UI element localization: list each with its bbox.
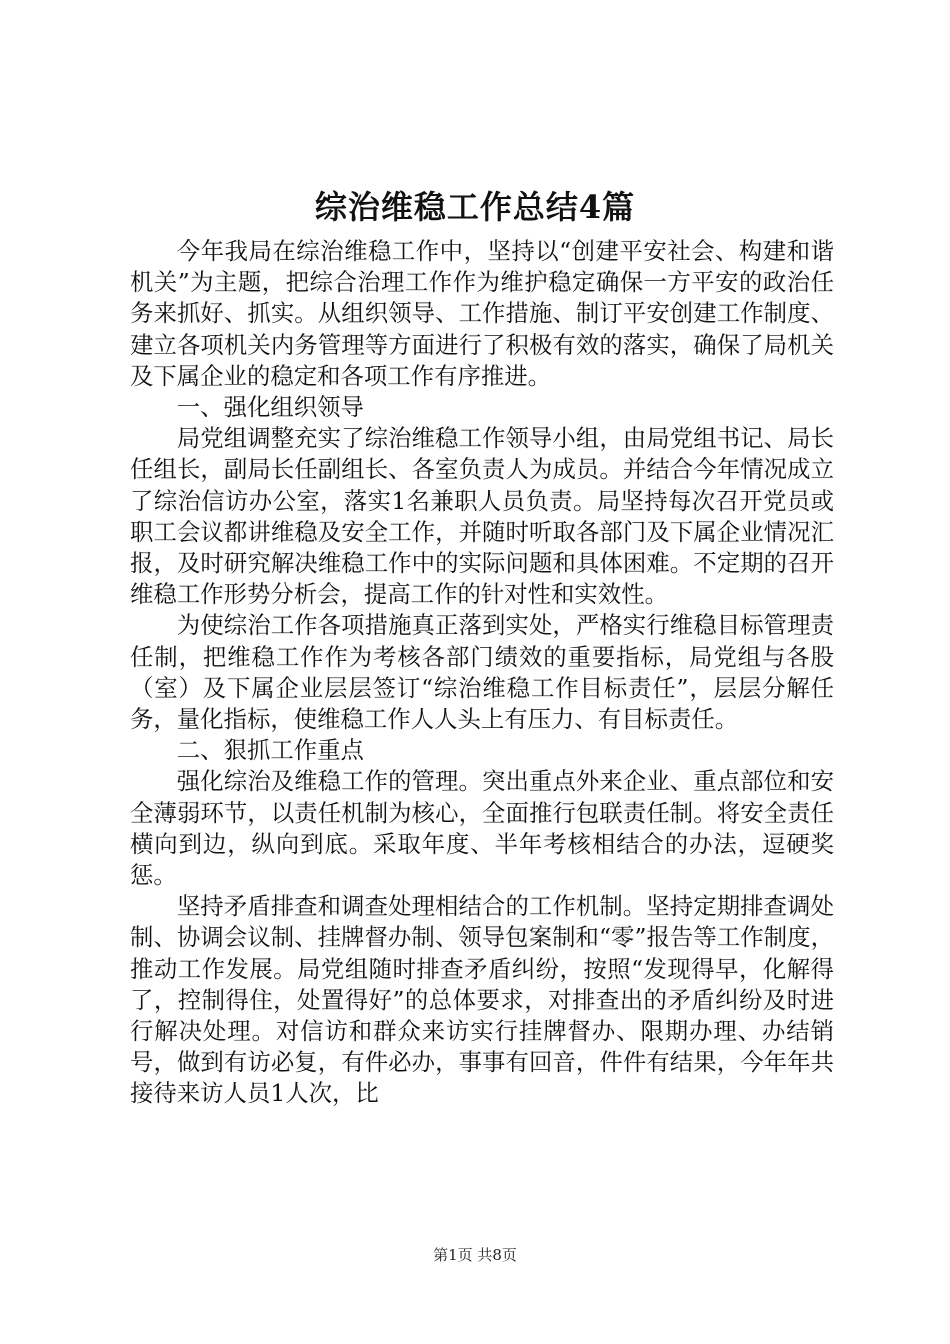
paragraph-responsibility: 为使综治工作各项措施真正落到实处，严格实行维稳目标管理责任制，把维稳工作作为考核各部门绩效的重要指标，局党组与各股（室）及下属企业层层签订“综治维稳工作目标责任”，层层分解任务，量化指标，使维稳工作人人头上有压力、有目标责任。 <box>130 611 834 734</box>
page-title: 综治维稳工作总结4篇 <box>314 188 636 226</box>
paragraph-mechanism: 坚持矛盾排查和调查处理相结合的工作机制。坚持定期排查调处制、协调会议制、挂牌督办制、领导包案制和“零”报告等工作制度，推动工作发展。局党组随时排查矛盾纠纷，按照“发现得早，化解得了，控制得住，处置得好”的总体要求，对排查出的矛盾纠纷及时进行解决处理。对信访和群众来访实行挂牌督办、限期办理、办结销号，做到有访必复，有件必办，事事有回音，件件有结果，今年年共接待来访人员1人次，比 <box>130 892 834 1108</box>
paragraph-intro: 今年我局在综治维稳工作中，坚持以“创建平安社会、构建和谐机关”为主题，把综合治理工作作为维护稳定确保一方平安的政治任务来抓好、抓实。从组织领导、工作措施、制订平安创建工作制度、建立各项机关内务管理等方面进行了积极有效的落实，确保了局机关及下属企业的稳定和各项工作有序推进。 <box>130 237 834 390</box>
paragraph-leadership: 局党组调整充实了综治维稳工作领导小组，由局党组书记、局长任组长，副局长任副组长、各室负责人为成员。并结合今年情况成立了综治信访办公室，落实1名兼职人员负责。局坚持每次召开党员或职工会议都讲维稳及安全工作，并随时听取各部门及下属企业情况汇报，及时研究解决维稳工作中的实际问题和具体困难。不定期的召开维稳工作形势分析会，提高工作的针对性和实效性。 <box>130 424 834 609</box>
section-heading-2: 二、狠抓工作重点 <box>176 736 364 765</box>
section-heading-1: 一、强化组织领导 <box>176 393 364 422</box>
document-body <box>130 236 834 1110</box>
paragraph-management: 强化综治及维稳工作的管理。突出重点外来企业、重点部位和安全薄弱环节，以责任机制为核心，全面推行包联责任制。将安全责任横向到边，纵向到底。采取年度、半年考核相结合的办法，逗硬奖惩。 <box>130 767 834 890</box>
page-footer: 第1页 共8页 <box>433 1246 517 1264</box>
